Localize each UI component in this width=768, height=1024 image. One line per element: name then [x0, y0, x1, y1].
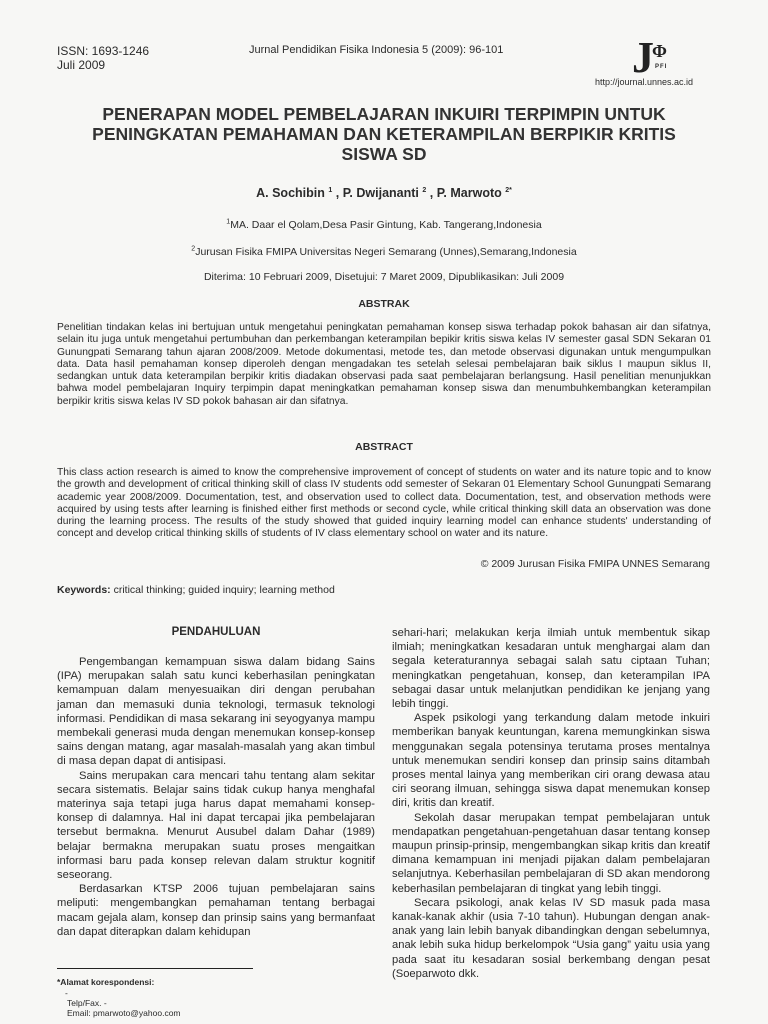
footnote-dash: -	[65, 988, 68, 998]
logo-pfi-text: PFI	[655, 64, 668, 70]
copyright: © 2009 Jurusan Fisika FMIPA UNNES Semarang	[480, 558, 710, 570]
keywords-text: critical thinking; guided inquiry; learning method	[110, 584, 335, 596]
author-name: , P. Marwoto	[429, 186, 502, 200]
journal-citation: Jurnal Pendidikan Fisika Indonesia 5 (2009): 96-101	[249, 44, 504, 56]
footnote-label: *Alamat korespondensi:	[57, 977, 155, 987]
affiliation-text: Jurusan Fisika FMIPA Universitas Negeri Semarang (Unnes),Semarang,Indonesia	[195, 246, 577, 258]
author-list	[0, 186, 768, 200]
title-line: SISWA SD	[341, 144, 427, 164]
issn: ISSN: 1693-1246	[57, 44, 150, 58]
title-line: PENINGKATAN PEMAHAMAN DAN KETERAMPILAN BERPIKIR KRITIS	[92, 124, 676, 144]
body-paragraph: Sekolah dasar merupakan tempat pembelajaran untuk mendapatkan pengetahuan-pengetahuan dasar tentang konsep maupun prinsip-prinsip, mengembangkan sikap kritis dan kreatif dimana kemampuan ini menjadi pijakan dalam pembelajaran selanjutnya. Keberhasilan pembelajaran di SD akan mendorong keberhasilan pembelajaran di tingkat yang lebih tinggi.	[392, 811, 710, 895]
affiliation-1	[0, 219, 768, 231]
keywords-label: Keywords:	[57, 584, 111, 596]
footnote-divider	[57, 968, 253, 969]
affiliation-2	[0, 246, 768, 258]
abstract-heading: ABSTRACT	[355, 441, 413, 453]
right-column	[392, 626, 710, 981]
body-paragraph: Aspek psikologi yang terkandung dalam metode inkuiri memberikan banyak keuntungan, karena memungkinkan siswa menggunakan segala potensinya terutama proses mentalnya untuk menemukan sendiri konsep dan prinsip sains ditambah proses mental lainya yang memberikan ciri orang dewasa atau ciri seorang ilmuan, sehingga siswa dapat menemukan konsep diri, kritis dan kreatif.	[392, 712, 710, 810]
left-column	[57, 655, 375, 939]
author-name: A. Sochibin	[256, 186, 325, 200]
footnote-telp: Telp/Fax. -	[67, 998, 107, 1008]
received-dates: Diterima: 10 Februari 2009, Disetujui: 7 Maret 2009, Dipublikasikan: Juli 2009	[203, 271, 565, 283]
keywords	[57, 584, 335, 596]
author-marker: 1	[328, 186, 333, 194]
body-paragraph: Secara psikologi, anak kelas IV SD masuk pada masa kanak-kanak akhir (usia 7-10 tahun). Hubungan dengan anak-anak yang lain lebih banyak dibandingkan dengan sebelumnya, anak lebih suka hidup berkelompok “Usia gang” yaitu usia yang pada saat itu kesadaran sosial berkembang dengan pesat (Soeparwoto dkk.	[392, 896, 710, 980]
title-line: PENERAPAN MODEL PEMBELAJARAN INKUIRI TERPIMPIN UNTUK	[102, 104, 666, 124]
affiliation-text: MA. Daar el Qolam,Desa Pasir Gintung, Kab. Tangerang,Indonesia	[230, 219, 542, 231]
body-paragraph: sehari-hari; melakukan kerja ilmiah untuk membentuk sikap ilmiah; meningkatkan kesadaran untuk menghargai alam dan segala keteraturannya sebagai salah satu ciptaan Tuhan; meningkatkan pengetahuan, konsep, dan keterampilan IPA sebagai dasar untuk melanjutkan pendidikan ke jenjang yang lebih tinggi.	[392, 627, 710, 711]
body-paragraph: Pengembangan kemampuan siswa dalam bidang Sains (IPA) merupakan salah satu kunci keberhasilan peningkatan kemampuan dalam menyesuaikan diri dengan perubahan jaman dan memasuki dunia teknologi, termasuk teknologi informasi. Pendidikan di masa sekarang ini seyogyanya mampu membekali generasi muda dengan menemukan konsep-konsep sains dengan matang, agar masalah-masalah yang akan timbul di masa depan dapat di antisipasi.	[57, 656, 375, 768]
author-name: , P. Dwijananti	[335, 186, 419, 200]
author-marker: 2*	[505, 186, 512, 194]
journal-url[interactable]: http://journal.unnes.ac.id	[595, 77, 694, 87]
abstract-text: This class action research is aimed to know the comprehensive improvement of concept of students on water and its nature topic and to know the growth and development of critical thinking skill of class IV students odd semester of Sekaran 01 Elementary School Gunungpati Semarang academic year 2008/2009. Documentation, test, and observation used to collect data. Documentation, test, and observation methods were acquired by using tests after learning is finished either first methods or second cycle, while critical thinking skill data an observation was done during the learning process. The results of the study showed that guided inquiry learning model can enhance students' understanding of concept and develop critical thinking skills of students of IV class elementary school on water and its nature.	[57, 467, 711, 540]
issue-date: Juli 2009	[57, 58, 106, 72]
abstrak-text: Penelitian tindakan kelas ini bertujuan untuk mengetahui peningkatan pemahaman konsep siswa terhadap pokok bahasan air dan sifatnya, selain itu juga untuk mengetahui pertumbuhan dan perkembangan keterampilan bepikir kritis siswa kelas IV semester gasal SDN Sekaran 01 Gunungpati Semarang tahun ajaran 2008/2009. Metode dokumentasi, metode tes, dan metode observasi digunakan untuk mengumpulkan data. Data hasil pemahaman konsep diperoleh dengan mengadakan tes setelah selesai pembelajaran baik siklus I maupun siklus II, sedangkan untuk data keterampilan berpikir kritis diadakan observasi pada saat pembelajaran berlangsung. Hasil penelitian menunjukkan bahwa model pembelajaran Inquiry terpimpin dapat meningkatkan pemahaman konsep siswa dan menumbuhkembangkan keterampilan berpikir kritis siswa kelas IV SD pokok bahasan air dan sifatnya.	[57, 322, 711, 407]
abstrak-heading: ABSTRAK	[358, 298, 410, 310]
affiliation-marker: 1	[226, 218, 231, 226]
journal-logo: J	[632, 33, 654, 82]
body-paragraph: Berdasarkan KTSP 2006 tujuan pembelajaran sains meliputi: mengembangkan pemahaman tentang berbagai macam gejala alam, konsep dan prinsip sains yang bermanfaat dan dapat diterapkan dalam kehidupan	[57, 883, 375, 938]
footnote-email[interactable]: Email: pmarwoto@yahoo.com	[67, 1008, 181, 1018]
body-paragraph: Sains merupakan cara mencari tahu tentang alam sekitar secara sistematis. Belajar sains tidak cukup hanya menghafal materinya saja tetapi juga harus dapat memahami konsep-konsep di dalamnya. Hal ini dapat tercapai jika pembelajaran tersebut bermakna. Menurut Ausubel dalam Dahar (1989) belajar bermakna merupakan suatu proses mengaitkan informasi baru pada konsep relevan dalam struktur kognitif seseorang.	[57, 769, 375, 882]
phi-logo-icon: Φ	[652, 41, 667, 61]
author-marker: 2	[422, 186, 427, 194]
pendahuluan-heading: PENDAHULUAN	[171, 626, 261, 638]
paper-title	[40, 104, 728, 164]
affiliation-marker: 2	[191, 245, 196, 253]
